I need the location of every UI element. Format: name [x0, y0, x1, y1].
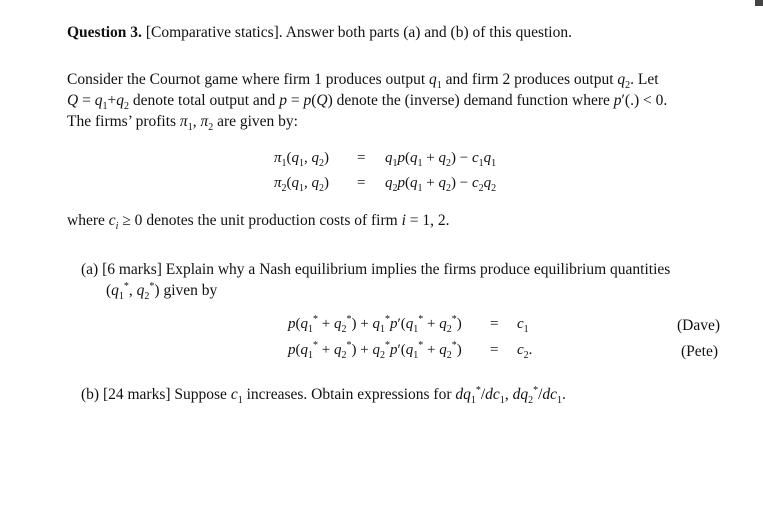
part-a-line-1 [81, 260, 670, 280]
foc-rhs-2: $c_2$. [517, 342, 533, 361]
costs-text-b: denotes the unit production costs of firm [146, 212, 398, 229]
costs-text-a: where [67, 212, 105, 229]
equals-sign: = [490, 342, 499, 358]
intro-text-3b: are given by: [217, 113, 298, 130]
intro-line-3: The firms’ profits $\pi_1$, $\pi_2$ are given by: [67, 113, 298, 134]
part-a-label: (a) [81, 261, 99, 278]
profit-rhs-1: $q_1p(q_1 + q_2) - c_1q_1$ [385, 150, 497, 169]
intro-text-2a: denote total output and [132, 92, 276, 109]
profit-equation-1: $\pi_1(q_1$, $q_2$) [274, 150, 330, 169]
foc-equation-1: $p(q_1^* + q_2^*) + q_1^*p'(q_1^* + q_2^*)$ [288, 314, 462, 335]
part-a-line-2: ($q_1^*$, $q_2^*$) given by [106, 280, 218, 303]
part-a-text-2: given by [163, 282, 218, 299]
equals-sign: = [357, 175, 366, 191]
costs-sentence: where $c_i \ge 0$ denotes the unit production costs of firm i = 1, 2. [67, 212, 450, 233]
part-b-text-1: [24 marks] Suppose [102, 386, 227, 403]
intro-line-2: $Q = q_1+q_2$ denote total output and p = p(Q) denote the (inverse) demand function where p′(.) < 0. [67, 92, 668, 113]
question-heading [67, 23, 572, 43]
intro-text-1c: . Let [630, 71, 659, 88]
part-b-text-2: increases. Obtain expressions for [246, 386, 452, 403]
intro-text-2b: denote the (inverse) demand function where [336, 92, 610, 109]
corner-mark [755, 0, 763, 6]
profit-equation-2: $\pi_2(q_1$, $q_2$) [274, 175, 330, 194]
intro-text-3a: The firms’ profits [67, 113, 177, 130]
equals-sign: = [357, 150, 366, 166]
question-topic: [Comparative statics]. Answer both parts (a) and (b) of this question. [145, 24, 572, 41]
profit-rhs-2: $q_2p(q_1 + q_2) - c_2q_2$ [385, 175, 497, 194]
equals-sign: = [490, 316, 499, 332]
part-b-line: (b) [24 marks] Suppose $c_1$ increases. Obtain expressions for $dq_1^*/dc_1$, $dq_2^*/dc_1$. [81, 384, 566, 407]
part-b-label: (b) [81, 386, 100, 403]
intro-line-1: Consider the Cournot game where firm 1 produces output $q_1$ and firm 2 produces output $q_2$. Let [67, 71, 659, 92]
foc-equation-2: $p(q_1^* + q_2^*) + q_2^*p'(q_1^* + q_2^*)$ [288, 340, 462, 361]
eq-label-pete: (Pete) [681, 343, 719, 360]
part-a-text-1: [6 marks] Explain why a Nash equilibrium implies the firms produce equilibrium quantities [102, 261, 671, 278]
eq-label-dave: (Dave) [677, 317, 721, 334]
intro-text-1b: and firm 2 produces output [445, 71, 614, 88]
question-number: Question 3. [67, 24, 142, 41]
intro-text-1a: Consider the Cournot game where firm 1 produces output [67, 71, 426, 88]
foc-rhs-1: $c_1$ [517, 316, 529, 335]
costs-text-c: . [445, 212, 450, 229]
